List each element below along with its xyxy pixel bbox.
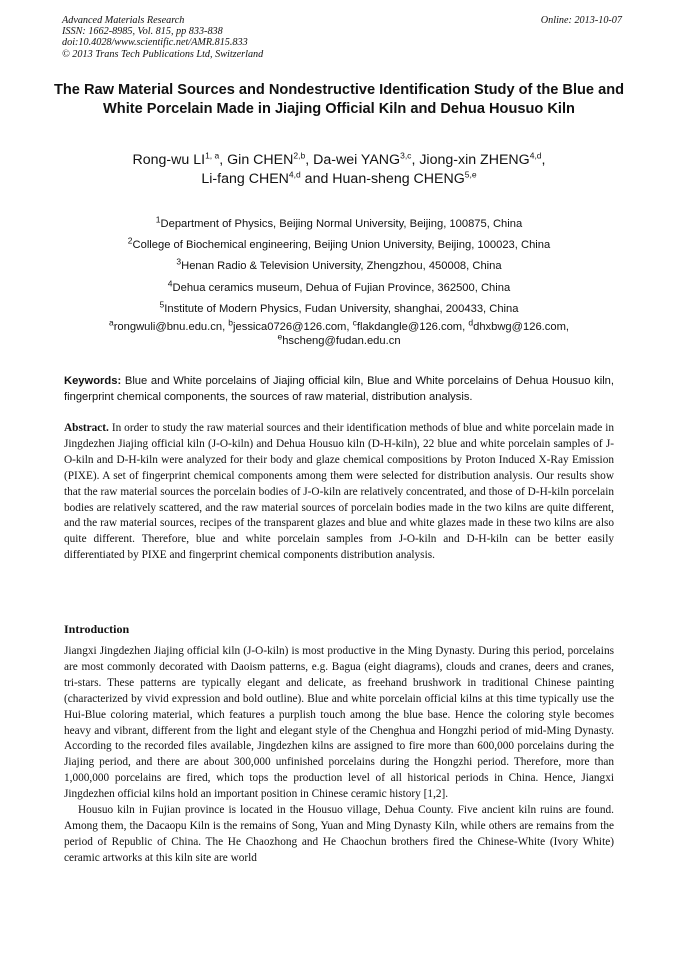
author-list [40,151,638,189]
affiliation: $^5$Institute of Modern Physics, Fudan University, shanghai, 200433, China [159,299,519,315]
email-list [40,317,638,349]
keywords [64,374,614,405]
abstract-text: In order to study the raw material sources and their identification methods of blue and white porcelain made in Jingdezhen Jiajing official kiln (J-O-kiln) and Dehua Housuo kiln (D-H-kiln), 22 blue and white porcelain samples of J-O-kiln and D-H-kiln were analyzed for their body and glaze chemical compositions by Proton Induced X-Ray Emission (PIXE). A set of fingerprint chemical components among them were selected for distribution analysis. Our results show that the raw material sources the porcelain bodies of J-O-kiln are relatively concentrated, and those of D-H-kiln porcelain bodies are relatively scattered, and the raw material sources of porcelain bodies made in the two kilns are quite different, and the raw material sources, recipes of the transparent glazes and blue and white glazes made in these two kilns are also quite different. Therefore, blue and white porcelain samples from J-O-kiln and D-H-kiln can be better easily differentiated by PIXE and fingerprint chemical components distribution analysis. [64,422,615,562]
paper-title: The Raw Material Sources and Nondestructive Identification Study of the Blue and White Porcelain Made in Jiajing Official Kiln and Dehua Housuo Kiln [53,82,625,117]
author: Li-fang CHEN$^{4,d}$ and [201,169,333,187]
email[interactable]: $^b$jessica0726@126.com, [228,317,353,333]
email[interactable]: $^c$flakdangle@126.com, [352,317,469,333]
affiliation-list [40,215,638,349]
author: Rong-wu LI$^{1, a}$, [132,150,228,168]
author: Gin CHEN$^{2,b}$, [227,150,314,168]
journal-name: Advanced Materials Research [62,15,185,26]
email[interactable]: $^a$rongwuli@bnu.edu.cn, [108,317,229,333]
author: Da-wei YANG$^{3,c}$, [313,150,420,168]
introduction-body [64,644,614,867]
issn-line: ISSN: 1662-8985, Vol. 815, pp 833-838 [62,26,223,38]
online-date: Online: 2013-10-07 [540,15,622,26]
doi-line: doi:10.4028/www.scientific.net/AMR.815.833 [62,37,248,49]
abstract-label: Abstract. [64,422,109,434]
affiliation: $^3$Henan Radio & Television University, Zhengzhou, 450008, China [176,256,502,273]
affiliation: $^4$Dehua ceramics museum, Dehua of Fujian Province, 362500, China [167,277,511,294]
author: Huan-sheng CHENG$^{5,e}$ [332,169,477,187]
affiliation: $^2$College of Biochemical engineering, Beijing Union University, Beijing, 100023, China [127,235,551,252]
keywords-label: Keywords: [64,375,122,387]
author: Jiong-xin ZHENG$^{4,d}$, [419,150,546,168]
affiliation: $^1$Department of Physics, Beijing Normal University, Beijing, 100875, China [155,214,523,230]
abstract [64,421,614,564]
email[interactable]: $^e$hscheng@fudan.edu.cn [277,331,401,347]
copyright-line: © 2013 Trans Tech Publications Ltd, Switzerland [62,48,264,60]
section-heading-introduction: Introduction [64,622,130,636]
paragraph: Jiangxi Jingdezhen Jiajing official kiln (J-O-kiln) is most productive in the Ming Dynasty. During this period, porcelains are most commonly decorated with Daoism patterns, e.g. Bagua (eight diagrams), clouds and cranes, deers and cranes, tri-stars. These patterns are typically elegant and delicate, as freehand brushwork in traditional Chinese painting (characterized by vivid expression and bold outline). Blue and white porcelain official kilns at this time typically use the Hui-Blue coloring material, which features a purplish touch among the blue base. Hence the coloring style becomes heavy and vibrant, different from the light and elegant style of the Chenghua and Hongzhi period of mid-Ming Dynasty. According to the recorded files available, Jingdezhen kilns are assigned to fire more than 600,000 porcelains during the Jiajing period, and there are about 300,000 unfinished porcelains during the Hongzhi period. Therefore, more than 1,000,000 porcelains are fired, which tops the production level of all historical periods in China. Hence, Jiangxi Jingdezhen official kilns hold an important position in Chinese ceramic history [1,2]. [64,645,614,801]
keywords-text: Blue and White porcelains of Jiajing official kiln, Blue and White porcelains of Dehua Housuo kiln, fingerprint chemical components, the sources of raw material, distribution analysis. [64,375,615,403]
paragraph: Housuo kiln in Fujian province is located in the Housuo village, Dehua County. Five ancient kiln ruins are found. Among them, the Dacaopu Kiln is the remains of Song, Yuan and Ming Dynasty Kiln, while others are remains from the period of Republic of China. The He Chaozhong and He Chaochun brothers fired the Chinese-White (Ivory White) ceramic artworks at this kiln site are world [64,804,614,864]
email[interactable]: $^d$dhxbwg@126.com, [468,317,570,333]
journal-header [62,15,622,60]
